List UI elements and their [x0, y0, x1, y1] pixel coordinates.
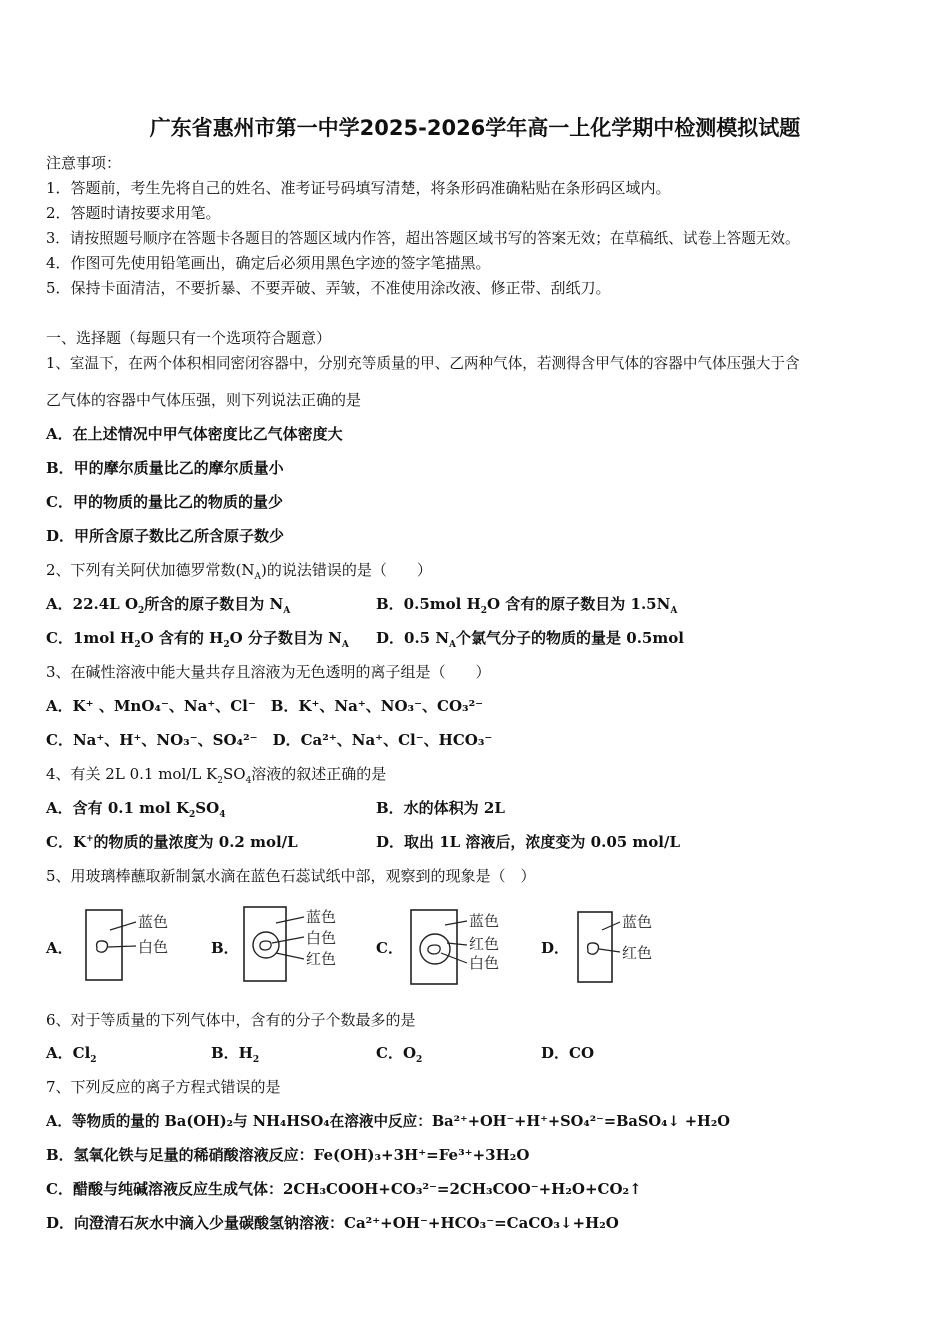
q7-option-c: C．醋酸与纯碱溶液反应生成气体：2CH₃COOH+CO₃²⁻=2CH₃COO⁻+H₂O+CO₂↑ [46, 1180, 642, 1198]
q4-option-d: D．取出 1L 溶液后，浓度变为 0.05 mol/L [376, 833, 681, 851]
q6-option-d: D．CO [541, 1044, 595, 1062]
fig-c-label-white: 白色 [469, 954, 500, 972]
q1-option-a: A．在上述情况中甲气体密度比乙气体密度大 [46, 425, 343, 443]
q1-stem-line2: 乙气体的容器中气体压强，则下列说法正确的是 [46, 391, 362, 409]
fig-d-label-red: 红色 [622, 944, 653, 962]
q7-option-d: D．向澄清石灰水中滴入少量碳酸氢钠溶液：Ca²⁺+OH⁻+HCO₃⁻=CaCO₃↓+H₂O [46, 1214, 619, 1232]
fig-b-label-red: 红色 [306, 950, 337, 968]
q4-option-a: A．含有 0.1 mol $K_2SO_4$ [46, 799, 226, 820]
q6-option-c: C．$O_2$ [376, 1044, 423, 1065]
fig-b-label-blue: 蓝色 [306, 908, 337, 926]
notice-item-4: 4．作图可先使用铅笔画出，确定后必须用黑色字迹的签字笔描黑。 [46, 254, 491, 272]
fig-b-label-white: 白色 [306, 929, 337, 947]
q6-stem: 6、对于等质量的下列气体中，含有的分子个数最多的是 [46, 1011, 416, 1029]
q2-option-a: A．22.4L $O_2$所含的原子数目为 $N_A$ [46, 595, 291, 616]
q4-option-c: C．K+的物质的量浓度为 0.2 mol/L [46, 833, 298, 851]
notice-item-2: 2．答题时请按要求用笔。 [46, 204, 221, 222]
q5-option-b-label: B． [211, 939, 239, 957]
q6-option-b: B．$H_2$ [211, 1044, 260, 1065]
page-title: 广东省惠州市第一中学2025-2026学年高一上化学期中检测模拟试题 [149, 116, 801, 140]
notice-item-1: 1．答题前，考生先将自己的姓名、准考证号码填写清楚，将条形码准确粘贴在条形码区域内。 [46, 179, 671, 197]
notice-heading: 注意事项： [46, 154, 122, 172]
q2-option-b: B．0.5mol $H_2O$ 含有的原子数目为 $1.5N_A$ [376, 595, 678, 616]
q2-option-c: C．1mol $H_2O$ 含有的 $H_2O$ 分子数目为 $N_A$ [46, 629, 349, 650]
q7-stem: 7、下列反应的离子方程式错误的是 [46, 1078, 281, 1096]
q7-option-a: A．等物质的量的 Ba(OH)₂与 NH₄HSO₄在溶液中反应：Ba²⁺+OH⁻+H⁺+SO₄²⁻=BaSO₄↓ +H₂O [46, 1113, 730, 1130]
q3-options-cd: C．Na⁺、H⁺、NO₃⁻、SO₄²⁻ D．Ca²⁺、Na⁺、Cl⁻、HCO₃⁻ [46, 731, 493, 749]
q2-stem: 2、下列有关阿伏加德罗常数$(N_A)$的说法错误的是（ ） [46, 561, 432, 582]
q5-option-a-label: A． [46, 939, 73, 957]
q3-stem: 3、在碱性溶液中能大量共存且溶液为无色透明的离子组是（ ） [46, 663, 491, 681]
q1-stem-line1: 1、室温下，在两个体积相同密闭容器中，分别充等质量的甲、乙两种气体，若测得含甲气体的容器中气体压强大于含 [46, 355, 800, 372]
q5-figure-a [80, 906, 190, 988]
fig-c-label-red: 红色 [469, 935, 500, 953]
q4-option-b: B．水的体积为 2L [376, 799, 505, 817]
notice-item-5: 5．保持卡面清洁，不要折暴、不要弄破、弄皱，不准使用涂改液、修正带、刮纸刀。 [46, 279, 611, 297]
notice-item-3: 3．请按照题号顺序在答题卡各题目的答题区域内作答，超出答题区域书写的答案无效；在草稿纸、试卷上答题无效。 [46, 230, 800, 247]
fig-c-label-blue: 蓝色 [469, 912, 500, 930]
q5-figure-c [405, 907, 520, 991]
q5-figure-d [572, 908, 672, 990]
q6-option-a: A．$Cl_2$ [46, 1044, 97, 1065]
q5-option-c-label: C． [376, 939, 403, 957]
q5-figure-b [238, 903, 353, 989]
q5-stem: 5、用玻璃棒蘸取新制氯水滴在蓝色石蕊试纸中部，观察到的现象是（ ） [46, 867, 536, 885]
q1-option-d: D．甲所含原子数比乙所含原子数少 [46, 527, 285, 545]
fig-d-label-blue: 蓝色 [622, 913, 653, 931]
q7-option-b: B．氢氧化铁与足量的稀硝酸溶液反应：Fe(OH)₃+3H⁺=Fe³⁺+3H₂O [46, 1146, 530, 1164]
q5-option-d-label: D． [541, 939, 570, 957]
q1-option-b: B．甲的摩尔质量比乙的摩尔质量小 [46, 459, 284, 477]
fig-a-label-white: 白色 [138, 938, 169, 956]
q1-option-c: C．甲的物质的量比乙的物质的量少 [46, 493, 283, 511]
section-heading: 一、选择题（每题只有一个选项符合题意） [46, 329, 332, 347]
q3-options-ab: A．K⁺ 、MnO₄⁻、Na⁺、Cl⁻ B．K⁺、Na⁺、NO₃⁻、CO₃²⁻ [46, 697, 484, 715]
fig-a-label-blue: 蓝色 [138, 913, 169, 931]
q4-stem: 4、有关 2L 0.1 mol/L $K_2SO_4$溶液的叙述正确的是 [46, 765, 387, 786]
q2-option-d: D．0.5 $N_A$个氯气分子的物质的量是 0.5mol [376, 629, 684, 650]
